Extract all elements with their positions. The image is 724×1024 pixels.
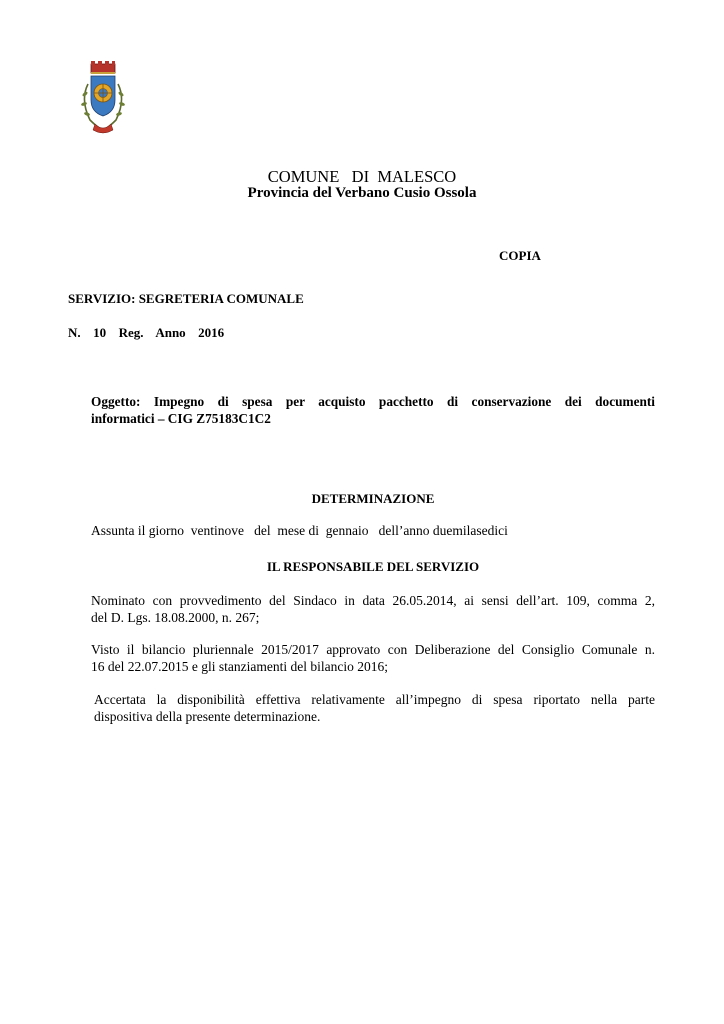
municipal-coat-of-arms: [74, 60, 132, 138]
subject-line-2: informatici – CIG Z75183C1C2: [91, 411, 271, 426]
service-heading: SERVIZIO: SEGRETERIA COMUNALE: [68, 291, 304, 306]
paragraph-visto: [91, 641, 655, 675]
determination-title: DETERMINAZIONE: [311, 491, 435, 506]
municipality-title: COMUNE DI MALESCO: [267, 167, 457, 186]
paragraph-line: Accertata la disponibilità effettiva relativamente all’impegno di spesa riportato nella parte: [94, 692, 655, 707]
paragraph-line: Nominato con provvedimento del Sindaco in data 26.05.2014, ai sensi dell’art. 109, comma 2,: [91, 593, 655, 608]
assumed-date-line: Assunta il giorno ventinove del mese di gennaio dell’anno duemilasedici: [91, 523, 508, 538]
register-number: N. 10 Reg. Anno 2016: [68, 325, 225, 340]
paragraph-accertata: [94, 691, 655, 725]
paragraph-nominato: [91, 592, 655, 626]
province-subtitle: Provincia del Verbano Cusio Ossola: [247, 185, 477, 201]
subject-line-1: Oggetto: Impegno di spesa per acquisto pacchetto di conservazione dei documenti: [91, 394, 655, 409]
copy-label: COPIA: [499, 248, 541, 263]
paragraph-line: Visto il bilancio pluriennale 2015/2017 approvato con Deliberazione del Consiglio Comunale n.: [91, 642, 655, 657]
paragraph-line: del D. Lgs. 18.08.2000, n. 267;: [91, 610, 260, 625]
paragraph-line: dispositiva della presente determinazione.: [94, 709, 321, 724]
responsible-title: IL RESPONSABILE DEL SERVIZIO: [266, 559, 480, 574]
paragraph-line: 16 del 22.07.2015 e gli stanziamenti del bilancio 2016;: [91, 659, 388, 674]
subject-block: [91, 393, 655, 427]
